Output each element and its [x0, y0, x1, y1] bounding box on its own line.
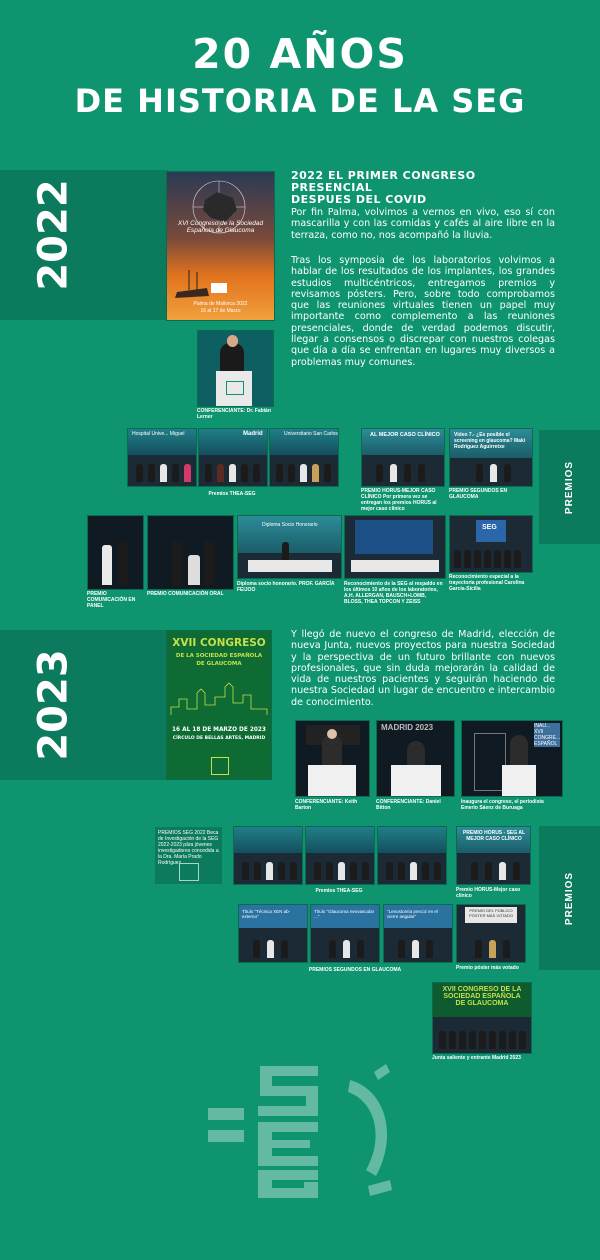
caption-conf2-2023: CONFERENCIANTE: Daniel Bitton: [376, 799, 441, 811]
screen-caso: AL MEJOR CASO CLÍNICO: [370, 432, 440, 438]
photo-thea-2023-3: [377, 826, 447, 885]
poster-2023-venue: CÍRCULO DE BELLAS ARTES, MADRID: [172, 736, 266, 741]
caption-conf1-2023: CONFERENCIANTE: Keith Barton: [295, 799, 358, 811]
screen-segundos-2: Título "Glaucoma neovascular ...": [314, 909, 375, 919]
photo-premio-panel: [87, 515, 144, 590]
screen-segundos-3: "Lenostomía precoz en el cierre angular": [387, 909, 438, 919]
caption-lecturer-2022: CONFERENCIANTE: Dr. Fabián Lerner: [197, 408, 271, 420]
photo-premio-univ: [269, 428, 339, 487]
photo-recon-sicilia: [449, 515, 533, 573]
caption-segundos-2022: PREMIO SEGUNDOS EN GLAUCOMA: [449, 488, 508, 500]
caption-horus-2023: Premio HORUS-Mejor caso clínico: [456, 887, 521, 899]
premios-label-2022: PREMIOS: [564, 460, 575, 514]
poster-2023-l1: XVII CONGRESO: [172, 637, 266, 649]
year-label-2022: 2022: [31, 179, 78, 291]
beca-box: [155, 827, 222, 884]
photo-segundos-3: [383, 904, 453, 963]
screen-seg-2022: SEG: [482, 524, 497, 531]
para-2022-1: Por fin Palma, volvimos a vernos en vivo, eso sí con mascarilla y con las comidas y cafés al aire libre en la terraza, como no, nos acompañó la lluvia.: [291, 207, 555, 241]
heading-2022-line2: DESPUES DEL COVID: [291, 193, 427, 206]
seg-logo-beca-icon: [179, 863, 199, 881]
photo-premio-hospital: [127, 428, 197, 487]
poster-2022-place: Palma de Mallorca 2022: [193, 301, 248, 307]
caption-recon-labs: Reconocimiento de la SEG al respaldo en los últimos 10 años de los laboratorios, A.H. ALLERGAN, BAUSCH+LOMB, BLOSS, THEA TOPCON Y ZEISS: [344, 581, 443, 605]
photo-premio-horus-2022: [361, 428, 445, 487]
screen-univ: Universitario San Carlos: [284, 431, 338, 437]
photo-segundos-2: [310, 904, 380, 963]
screen-segundos-1: Título "Técnica XEN ab-externo": [242, 909, 291, 919]
screen-video: Video 7.- ¿Es posible el screening en glaucoma? Maki Rodríguez Aguirretxe: [454, 432, 526, 450]
photo-premio-madrid: [198, 428, 268, 487]
heading-2022-line1: 2022 EL PRIMER CONGRESO PRESENCIAL: [291, 169, 476, 194]
photo-premio-oral: [147, 515, 234, 590]
premios-band-2022: [539, 430, 600, 544]
photo-horus-2023: [456, 826, 531, 885]
year-label-2023: 2023: [31, 649, 78, 761]
seg-watermark-logo-icon: [200, 1058, 420, 1198]
photo-premio-video7: [449, 428, 533, 487]
screen-congreso: XVII CONGRESO DE LA SOCIEDAD ESPAÑOLA DE GLAUCOMA: [442, 986, 522, 1007]
photo-conf-barton: [295, 720, 370, 797]
photo-thea-2023-2: [305, 826, 375, 885]
photo-thea-2023-1: [233, 826, 303, 885]
screen-hospital: Hospital Unive... Miguel: [132, 431, 185, 437]
screen-cartel: PREMIO DEL PÚBLICO PÓSTER MÁS VOTADO: [469, 908, 513, 918]
poster-2022: [166, 171, 275, 321]
para-2023: Y llegó de nuevo el congreso de Madrid, elección de nueva Junta, nuevos proyectos para nuestra Sociedad y la perspectiva de un futuro brillante con nuevos profesionales, que sin duda mejorarán la calidad de vida de nuestros pacientes y seguirán haciendo de nuestra Sociedad un lugar de encuentro e intercambio de conocimiento.: [291, 629, 555, 708]
caption-thea-2022: Premios THEA-SEG: [208, 491, 256, 497]
caption-panel: PREMIO COMUNICACIÓN EN PANEL: [87, 591, 136, 609]
year-2022-wrap: [4, 179, 104, 291]
premios-label-2023: PREMIOS: [564, 871, 575, 925]
section-heading-2022: [291, 170, 555, 206]
poster-2023: [166, 630, 272, 780]
screen-inaugura: INAU... XVII CONGRE... ESPAÑOL: [534, 723, 561, 747]
caption-diploma: Diploma socio honorario. PROF. GARCÍA FEIJOO: [237, 581, 335, 593]
page-title: 20 AÑOS: [192, 30, 408, 78]
poster-2022-title: XVI Congreso de la Sociedad Española de Glaucoma: [177, 220, 264, 234]
caption-segundos-2023: PREMIOS SEGUNDOS EN GLAUCOMA: [308, 967, 402, 973]
screen-madrid-2022: Madrid: [243, 431, 263, 437]
caption-thea-2023: Premios THEA-SEG: [315, 888, 363, 894]
photo-conf-bitton: [376, 720, 455, 797]
madrid-skyline-icon: [167, 679, 271, 719]
page-subtitle: DE HISTORIA DE LA SEG: [74, 82, 526, 120]
caption-oral: PREMIO COMUNICACIÓN ORAL: [147, 591, 224, 597]
screen-horus-2023: PREMIO HORUS - SEG AL MEJOR CASO CLÍNICO: [462, 830, 526, 842]
poster-2023-l2: DE LA SOCIEDAD ESPAÑOLA: [175, 653, 263, 659]
screen-socio: Diploma Socio Honorario: [262, 522, 318, 528]
seg-logo-small-icon: [211, 757, 229, 775]
mallorca-map-icon: [167, 172, 274, 320]
photo-junta: [432, 982, 532, 1054]
photo-diploma-socio: [237, 515, 342, 579]
premios-band-2023: [539, 826, 600, 970]
photo-segundos-1: [238, 904, 308, 963]
photo-lecturer-2022: [197, 330, 274, 407]
caption-horus-2022: PREMIO HORUS-MEJOR CASO CLÍNICO Por primera vez se entregan los premios HORUS al mejor caso clínico: [361, 488, 437, 512]
year-2023-wrap: [4, 649, 104, 761]
para-2022-2: Tras los symposia de los laboratorios volvimos a hablar de los resultados de los implantes, los grandes estudios multicéntricos, entregamos premios y revisamos pósters. Pero, sobre todo comprobamos que las reuniones virtuales tienen un papel muy importante como complemento a las reuniones presenciales, donde de verdad podemos discutir, llegar a consensos o discrepar con nuestros colegas que día a día se enfrentan en lugares muy diversos a problemas muy comunes.: [291, 255, 555, 368]
caption-junta: Junta saliente y entrante Madrid 2023: [432, 1055, 521, 1061]
caption-inaugura: Inaugura el congreso, el periodista Emerio Sáenz de Buruaga: [461, 799, 544, 811]
caption-poster-votado: Premio póster más votado: [456, 965, 519, 971]
poster-2023-dates: 16 AL 18 DE MARZO DE 2023: [172, 727, 266, 733]
poster-2022-dates: 16 al 17 de Marzo: [200, 308, 241, 314]
photo-recon-labs: [344, 515, 446, 579]
photo-inaugura: [461, 720, 563, 797]
caption-recon-sicilia: Reconocimiento especial a la trayectoria profesional Carolina García-Sicilia: [449, 574, 525, 592]
photo-poster-votado: [456, 904, 526, 963]
screen-madrid-2023: MADRID 2023: [381, 723, 434, 732]
poster-2023-l3: DE GLAUCOMA: [196, 661, 242, 667]
caption-beca: PREMIOS SEG 2022 Beca de Investigación de la SEG 2022-2023 pâra jóvenes investigadores concedida a la Dra. María Prado Rodríguez: [158, 830, 219, 866]
